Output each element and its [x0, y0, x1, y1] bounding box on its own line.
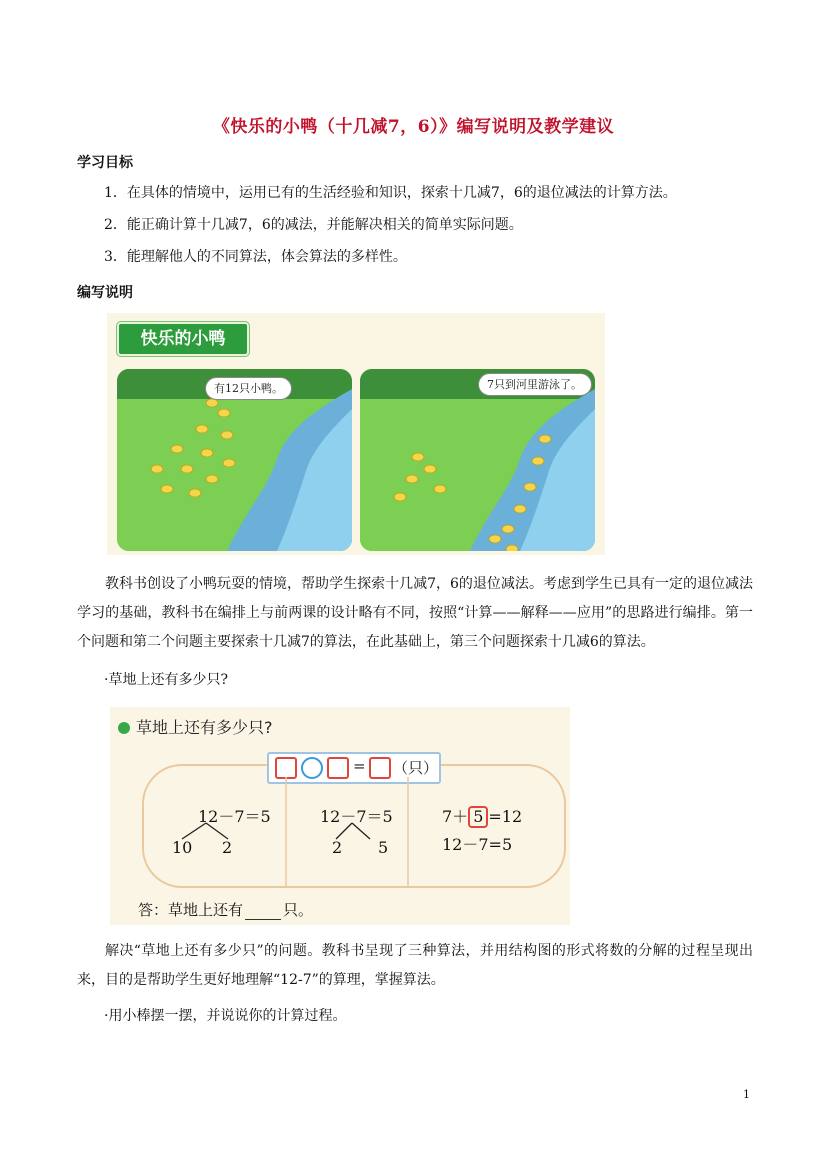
figure-question: 草地上还有多少只?	[136, 718, 273, 737]
equals-sign: =	[353, 757, 366, 775]
scene-right	[360, 369, 595, 551]
scene-left	[117, 369, 352, 551]
answer-line	[138, 899, 313, 920]
method3-prefix: 7＋	[442, 807, 469, 826]
goal-item-1: 1．在具体的情境中，运用已有的生活经验和知识，探索十几减7，6的退位减法的计算方法。	[104, 185, 677, 201]
answer-suffix: 只。	[283, 901, 314, 919]
method2-part-right: 5	[378, 838, 389, 857]
goal-item-2: 2．能正确计算十几减7，6的减法，并能解决相关的简单实际问题。	[104, 217, 523, 233]
method3-suffix: =12	[488, 807, 523, 826]
figure-title: 快乐的小鸭	[117, 322, 249, 356]
method1-part-right: 2	[222, 838, 233, 857]
method1-equation: 12－7＝5	[198, 807, 271, 826]
page-number: 1	[743, 1088, 750, 1101]
method2-part-left: 2	[332, 838, 343, 857]
paragraph-2: 解决“草地上还有多少只”的问题。教科书呈现了三种算法，并用结构图的形式将数的分解的过程呈现出来，目的是帮助学生更好地理解“12-7”的算理，掌握算法。	[77, 943, 753, 988]
method3-equation-2: 12－7=5	[442, 835, 513, 854]
calculation-figure	[110, 707, 570, 925]
answer-prefix: 答：草地上还有	[138, 901, 244, 919]
section-heading-goals: 学习目标	[77, 155, 133, 171]
unit-label: （只）	[393, 759, 439, 777]
method3-equation	[442, 804, 522, 828]
bullet-question-1: ·草地上还有多少只?	[104, 672, 228, 688]
ducks-illustration	[107, 313, 605, 555]
goal-item-3: 3．能理解他人的不同算法，体会算法的多样性。	[104, 249, 407, 265]
bullet-question-2: ·用小棒摆一摆，并说说你的计算过程。	[104, 1008, 347, 1024]
answer-blank[interactable]	[245, 905, 281, 920]
speech-bubble-right: 7只到河里游泳了。	[478, 373, 592, 396]
speech-bubble-left: 有12只小鸭。	[205, 377, 292, 400]
section-heading-explanation: 编写说明	[77, 285, 133, 301]
method1-part-left: 10	[172, 838, 193, 857]
paragraph-1: 教科书创设了小鸭玩耍的情境，帮助学生探索十几减7，6的退位减法。考虑到学生已具有一定的退位减法学习的基础，教科书在编排上与前两课的设计略有不同，按照“计算——解释——应用”的思路进行编排。第一个问题和第二个问题主要探索十几减7的算法，在此基础上，第三个问题探索十几减6的算法。	[77, 576, 753, 650]
method2-equation: 12－7＝5	[320, 807, 393, 826]
method3-answer-box: 5	[468, 806, 488, 828]
page-title: 《快乐的小鸭（十几减7，6）》编写说明及教学建议	[212, 117, 615, 137]
